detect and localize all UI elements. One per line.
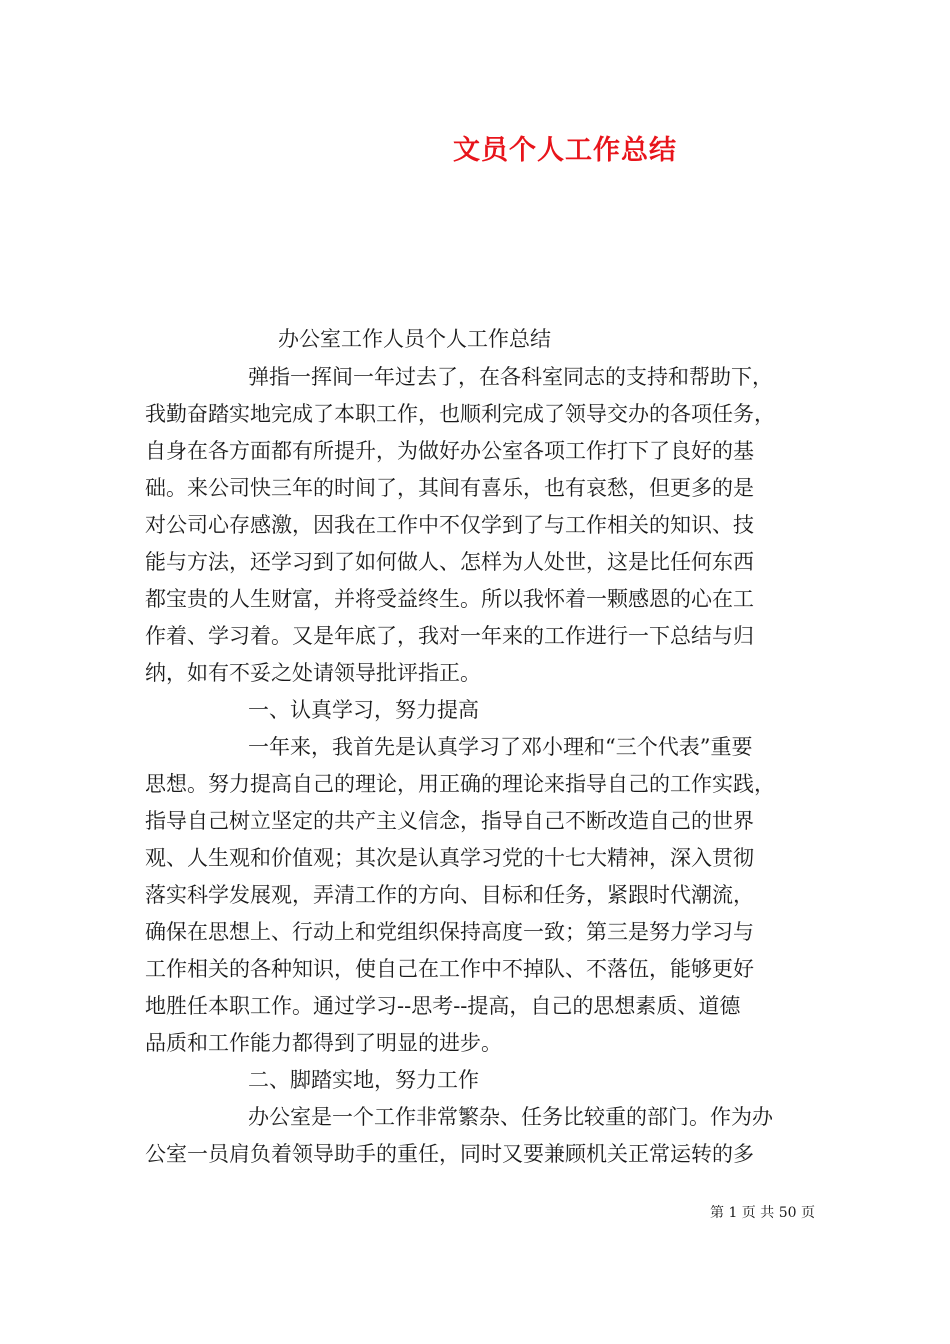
body-line: 弹指一挥间一年过去了，在各科室同志的支持和帮助下， xyxy=(248,365,773,389)
section-heading: 二、脚踏实地，努力工作 xyxy=(248,1068,479,1092)
body-line: 一年来，我首先是认真学习了邓小理和“三个代表”重要 xyxy=(248,735,753,759)
body-line: 地胜任本职工作。通过学习--思考--提高，自己的思想素质、道德 xyxy=(145,994,741,1018)
body-line: 公室一员肩负着领导助手的重任，同时又要兼顾机关正常运转的多 xyxy=(145,1142,754,1166)
body-line: 我勤奋踏实地完成了本职工作，也顺利完成了领导交办的各项任务， xyxy=(145,402,775,426)
body-line: 办公室是一个工作非常繁杂、任务比较重的部门。作为办 xyxy=(248,1105,773,1129)
body-line: 思想。努力提高自己的理论，用正确的理论来指导自己的工作实践， xyxy=(145,772,775,796)
body-line: 纳，如有不妥之处请领导批评指正。 xyxy=(145,661,481,685)
body-line: 作着、学习着。又是年底了，我对一年来的工作进行一下总结与归 xyxy=(145,624,754,648)
body-line: 确保在思想上、行动上和党组织保持高度一致；第三是努力学习与 xyxy=(145,920,754,944)
body-line: 能与方法，还学习到了如何做人、怎样为人处世，这是比任何东西 xyxy=(145,550,754,574)
body-line: 观、人生观和价值观；其次是认真学习党的十七大精神，深入贯彻 xyxy=(145,846,754,870)
body-line: 品质和工作能力都得到了明显的进步。 xyxy=(145,1031,502,1055)
document-title: 文员个人工作总结 xyxy=(453,135,677,166)
body-line: 落实科学发展观，弄清工作的方向、目标和任务，紧跟时代潮流， xyxy=(145,883,754,907)
document-body xyxy=(145,359,810,1173)
body-line: 都宝贵的人生财富，并将受益终生。所以我怀着一颗感恩的心在工 xyxy=(145,587,754,611)
body-line: 自身在各方面都有所提升，为做好办公室各项工作打下了良好的基 xyxy=(145,439,754,463)
body-line: 工作相关的各种知识，使自己在工作中不掉队、不落伍，能够更好 xyxy=(145,957,754,981)
body-line: 指导自己树立坚定的共产主义信念，指导自己不断改造自己的世界 xyxy=(145,809,754,833)
body-line: 础。来公司快三年的时间了，其间有喜乐，也有哀愁，但更多的是 xyxy=(145,476,754,500)
body-line: 对公司心存感激，因我在工作中不仅学到了与工作相关的知识、技 xyxy=(145,513,754,537)
section-heading: 一、认真学习，努力提高 xyxy=(248,698,479,722)
page-number-footer: 第 1 页 共 50 页 xyxy=(710,1205,815,1221)
document-subtitle: 办公室工作人员个人工作总结 xyxy=(278,327,551,351)
